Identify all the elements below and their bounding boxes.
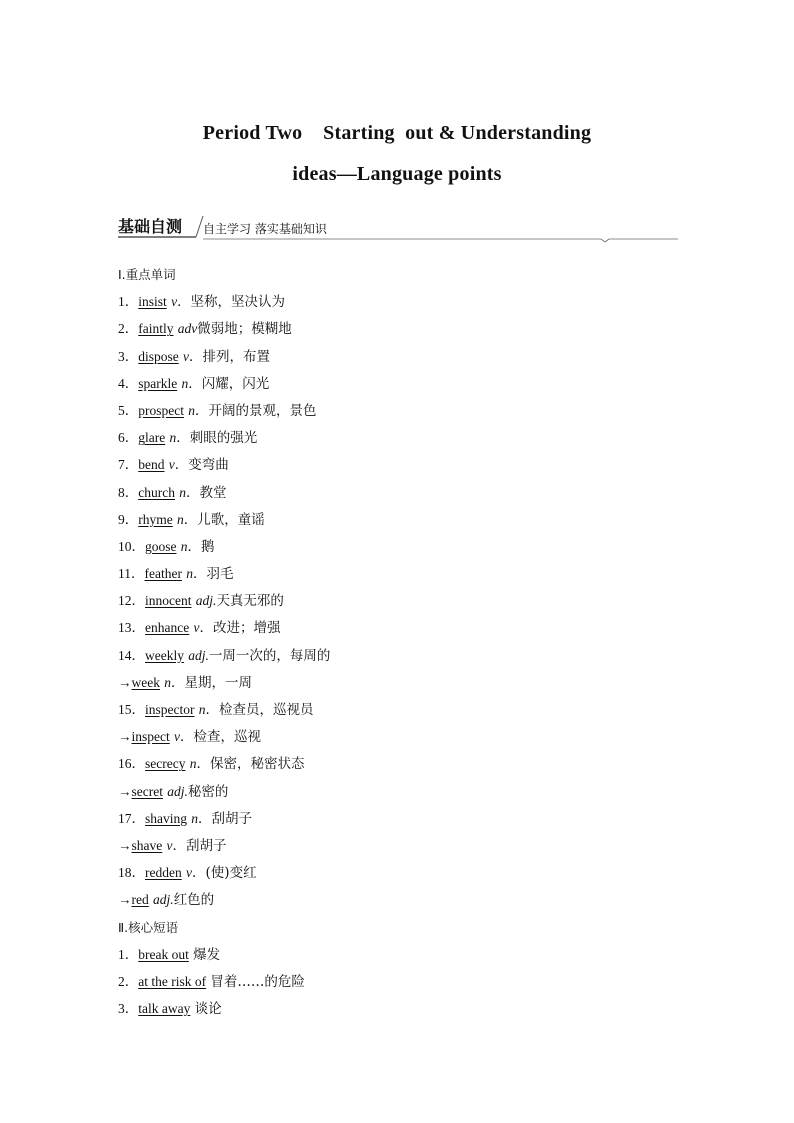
word-item (118, 750, 718, 777)
phrase-item (118, 995, 718, 1022)
item-number: 3． (118, 1001, 139, 1017)
item-number: 1． (118, 294, 139, 310)
item-number: 18． (118, 865, 145, 881)
item-number: 11． (118, 566, 145, 582)
definition: ．检查员，巡视员 (205, 702, 314, 718)
item-number: → (118, 783, 132, 799)
item-number: 13． (118, 620, 145, 636)
vocab-word: dispose (138, 348, 179, 364)
banner-title: 基础自测 (118, 217, 183, 236)
phrase-text: talk away (138, 1001, 191, 1017)
vocab-word: innocent (145, 593, 192, 609)
item-number: 17． (118, 810, 145, 826)
vocab-word: week (131, 674, 160, 690)
definition: ．(使)变红 (192, 865, 257, 882)
item-number: 4． (118, 375, 139, 391)
vocab-word: shave (131, 837, 163, 853)
phrase-text: at the risk of (138, 973, 207, 989)
vocab-word: goose (145, 538, 177, 554)
item-number: 12． (118, 593, 145, 609)
definition: ．鹅 (187, 538, 215, 555)
definition: 冒着……的危险 (210, 973, 305, 990)
definition: ．排列，布置 (189, 348, 271, 365)
item-number: 9． (118, 511, 139, 527)
vocab-word: prospect (138, 402, 184, 418)
word-item (118, 805, 718, 832)
item-number: 6． (118, 430, 139, 446)
word-item (118, 614, 718, 641)
word-item (118, 642, 718, 669)
part-of-speech: n (164, 674, 172, 690)
page-title-line-2: ideas—Language points (292, 163, 502, 185)
section-banner (118, 212, 678, 242)
phrase-item (118, 968, 718, 995)
word-item (118, 397, 718, 424)
item-number: 2． (118, 321, 139, 337)
word-item (118, 506, 718, 533)
word-item (118, 587, 718, 614)
definition: ．刮胡子 (198, 810, 253, 827)
word-item (118, 859, 718, 886)
part-of-speech: n (188, 402, 196, 418)
definition: 谈论 (194, 1001, 222, 1018)
part-of-speech: v (174, 729, 181, 745)
vocab-word: sparkle (138, 375, 178, 391)
vocab-word: secrecy (145, 756, 186, 772)
item-number: 2． (118, 973, 139, 989)
definition: 爆发 (193, 946, 221, 963)
vocab-word: faintly (138, 321, 174, 337)
vocab-word: glare (138, 430, 166, 446)
word-item (118, 723, 718, 750)
definition: ．星期，一周 (171, 674, 253, 691)
banner-subtitle: 自主学习 落实基础知识 (203, 222, 327, 236)
definition: 微弱地；模糊地 (197, 321, 292, 338)
definition: 天真无邪的 (216, 593, 284, 610)
definition: 红色的 (173, 892, 215, 909)
part-of-speech: adv (177, 321, 198, 337)
definition: ．儿歌，童谣 (183, 511, 265, 528)
item-number: → (118, 674, 132, 690)
vocab-word: redden (145, 865, 182, 881)
item-number: → (118, 729, 132, 745)
content-body (118, 261, 718, 1022)
item-number: 10． (118, 538, 145, 554)
item-number: 14． (118, 647, 145, 663)
word-item (118, 669, 718, 696)
part-of-speech: n (181, 375, 189, 391)
vocab-word: rhyme (138, 511, 173, 527)
vocab-word: enhance (145, 620, 190, 636)
definition: 一周一次的，每周的 (208, 647, 331, 664)
item-number: → (118, 837, 132, 853)
word-item (118, 315, 718, 342)
part-of-speech: n (191, 810, 199, 826)
part-of-speech: adj. (167, 783, 188, 799)
word-item (118, 533, 718, 560)
item-number: 3． (118, 348, 139, 364)
part-of-speech: v (193, 620, 200, 636)
definition: ．开阔的景观，景色 (195, 402, 317, 419)
vocab-word: feather (144, 566, 182, 582)
definition: ．检查，巡视 (180, 729, 262, 746)
definition: ．改进；增强 (199, 620, 281, 637)
vocab-word: inspect (131, 729, 170, 745)
vocab-word: church (138, 484, 175, 500)
vocab-word: red (131, 892, 149, 908)
part-of-speech: v (166, 837, 173, 853)
banner-decoration (118, 212, 678, 244)
part-of-speech: v (183, 348, 190, 364)
definition: ．变弯曲 (174, 457, 229, 474)
phrase-text: break out (138, 946, 189, 962)
item-number: 8． (118, 484, 139, 500)
definition: ．刺眼的强光 (176, 430, 258, 447)
word-item (118, 370, 718, 397)
word-item (118, 479, 718, 506)
vocab-word: bend (138, 457, 165, 473)
word-item (118, 886, 718, 913)
vocab-word: secret (131, 783, 163, 799)
word-item (118, 560, 718, 587)
item-number: 5． (118, 402, 139, 418)
word-item (118, 343, 718, 370)
phrase-item (118, 941, 718, 968)
vocab-word: insist (138, 294, 167, 310)
word-item (118, 696, 718, 723)
word-item (118, 832, 718, 859)
definition: ．保密，秘密状态 (196, 756, 305, 773)
part-of-speech: adj. (188, 647, 209, 663)
part-of-speech: v (186, 865, 193, 881)
item-number: 7． (118, 457, 139, 473)
word-list (118, 288, 718, 913)
part-of-speech: adj. (195, 593, 217, 609)
part-of-speech: n (169, 430, 177, 446)
item-number: 16． (118, 756, 145, 772)
item-number: → (118, 892, 132, 908)
part-of-speech: adj. (153, 892, 174, 908)
vocab-word: shaving (145, 810, 187, 826)
definition: ．教堂 (186, 484, 227, 501)
definition: ．闪耀，闪光 (188, 375, 270, 392)
part-of-speech: v (171, 294, 178, 310)
part-of-speech: n (189, 756, 197, 772)
definition: ．坚称，坚决认为 (177, 294, 286, 311)
part-of-speech: n (180, 538, 188, 554)
part-of-speech: n (198, 702, 206, 717)
phrase-list (118, 941, 718, 1023)
word-item (118, 288, 718, 315)
page-title-line-1: Period Two Starting out & Understanding (202, 122, 592, 144)
vocab-word: weekly (145, 647, 184, 663)
word-item (118, 778, 718, 805)
part-of-speech: n (177, 511, 184, 527)
definition: 秘密的 (187, 783, 229, 800)
part-of-speech: v (168, 457, 175, 473)
item-number: 15． (118, 702, 145, 717)
part-of-speech: n (186, 566, 194, 582)
definition: ．羽毛 (193, 566, 234, 583)
item-number: 1． (118, 946, 139, 962)
vocab-word: inspector (145, 702, 195, 717)
definition: ．刮胡子 (172, 837, 227, 854)
section-heading-phrases: Ⅱ.核心短语 (118, 919, 179, 935)
word-item (118, 424, 718, 451)
part-of-speech: n (179, 484, 187, 500)
word-item (118, 451, 718, 478)
section-heading-words: Ⅰ.重点单词 (118, 267, 176, 282)
